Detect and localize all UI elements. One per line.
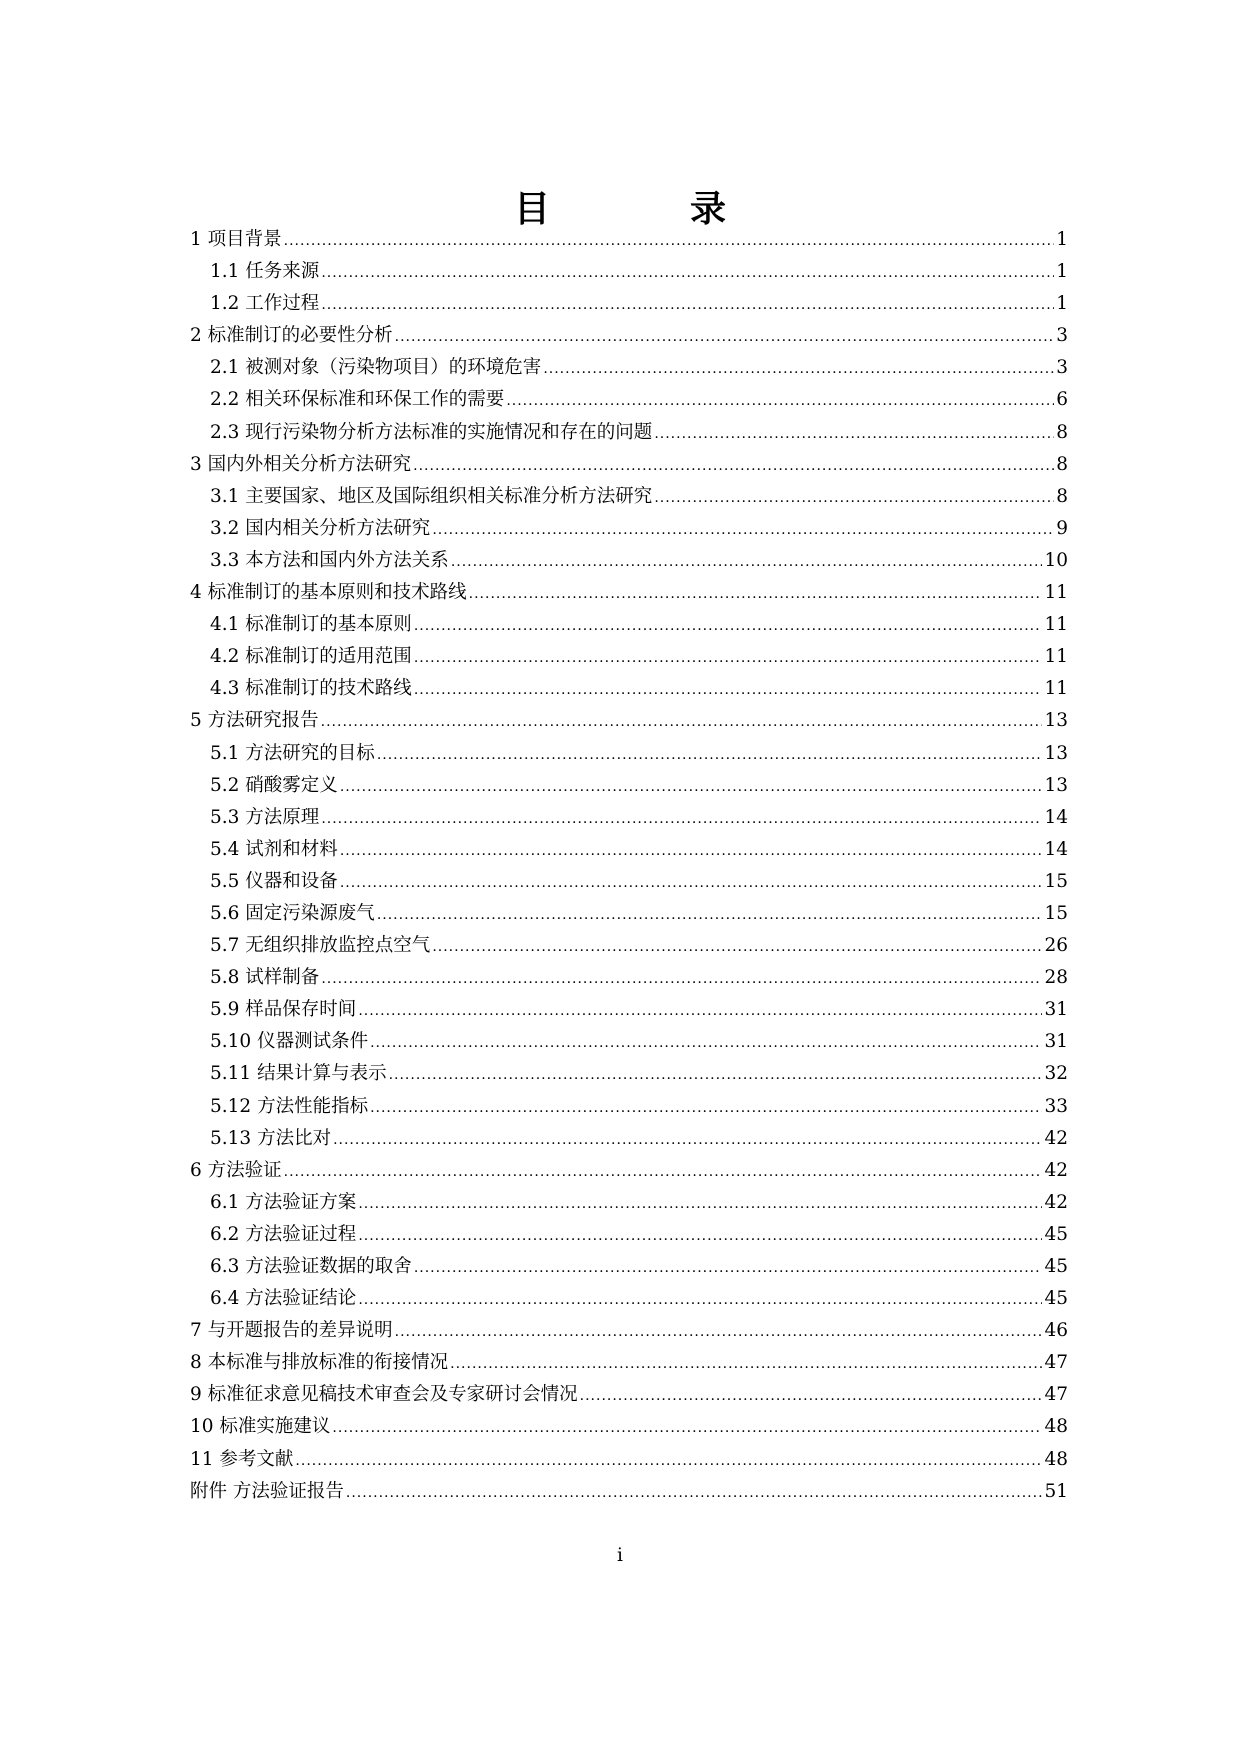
- toc-entry[interactable]: [190, 352, 1068, 384]
- toc-dot-leader: [389, 1059, 1043, 1091]
- toc-entry-page: 42: [1044, 1159, 1068, 1181]
- toc-entry[interactable]: [190, 898, 1068, 930]
- toc-dot-leader: [654, 482, 1054, 514]
- toc-entry-page: 31: [1044, 999, 1068, 1021]
- toc-entry[interactable]: [190, 673, 1068, 705]
- toc-entry-label: 5.10 仪器测试条件: [210, 1031, 369, 1053]
- toc-entry[interactable]: [190, 802, 1068, 834]
- toc-entry-label: 10 标准实施建议: [190, 1416, 331, 1438]
- toc-entry-page: 15: [1044, 870, 1068, 892]
- toc-entry-label: 3.2 国内相关分析方法研究: [210, 517, 431, 539]
- toc-entry-label: 5.13 方法比对: [210, 1127, 332, 1149]
- toc-entry-label: 4 标准制订的基本原则和技术路线: [190, 582, 467, 604]
- toc-entry-page: 9: [1056, 517, 1068, 539]
- toc-entry-page: 10: [1044, 549, 1068, 571]
- toc-entry-label: 3.3 本方法和国内外方法关系: [210, 549, 449, 571]
- toc-entry-page: 42: [1044, 1191, 1068, 1213]
- toc-entry[interactable]: [190, 1026, 1068, 1058]
- toc-entry-page: 8: [1056, 453, 1068, 475]
- toc-entry-page: 1: [1056, 261, 1068, 283]
- toc-entry-page: 14: [1044, 838, 1068, 860]
- toc-entry-page: 51: [1044, 1480, 1068, 1502]
- toc-entry[interactable]: [190, 513, 1068, 545]
- toc-entry-page: 45: [1044, 1288, 1068, 1310]
- toc-entry[interactable]: [190, 962, 1068, 994]
- toc-entry-page: 48: [1044, 1448, 1068, 1470]
- toc-entry-label: 4.1 标准制订的基本原则: [210, 614, 412, 636]
- toc-entry-label: 5.1 方法研究的目标: [210, 742, 375, 764]
- toc-entry[interactable]: [190, 1315, 1068, 1347]
- toc-entry-page: 47: [1044, 1352, 1068, 1374]
- toc-dot-leader: [414, 1252, 1043, 1284]
- toc-entry-label: 2.3 现行污染物分析方法标准的实施情况和存在的问题: [210, 421, 653, 443]
- toc-entry-page: 8: [1056, 485, 1068, 507]
- toc-entry-label: 6.1 方法验证方案: [210, 1191, 357, 1213]
- toc-entry[interactable]: [190, 1379, 1068, 1411]
- toc-entry[interactable]: [190, 1187, 1068, 1219]
- toc-dot-leader: [370, 1027, 1042, 1059]
- toc-entry[interactable]: [190, 1123, 1068, 1155]
- toc-entry-page: 46: [1044, 1320, 1068, 1342]
- table-of-contents: [190, 224, 1068, 1508]
- toc-entry-page: 45: [1044, 1223, 1068, 1245]
- toc-entry-label: 4.3 标准制订的技术路线: [210, 678, 412, 700]
- toc-entry-label: 2 标准制订的必要性分析: [190, 325, 393, 347]
- toc-entry-label: 1 项目背景: [190, 229, 282, 250]
- toc-dot-leader: [321, 257, 1054, 289]
- toc-entry-page: 13: [1044, 710, 1068, 732]
- toc-entry-label: 5.9 样品保存时间: [210, 999, 357, 1021]
- toc-dot-leader: [340, 867, 1043, 899]
- toc-dot-leader: [580, 1380, 1043, 1412]
- toc-entry-page: 14: [1044, 806, 1068, 828]
- toc-entry[interactable]: [190, 641, 1068, 673]
- toc-entry-label: 4.2 标准制订的适用范围: [210, 646, 412, 668]
- toc-entry[interactable]: [190, 705, 1068, 737]
- toc-entry[interactable]: [190, 1251, 1068, 1283]
- toc-dot-leader: [321, 963, 1042, 995]
- toc-entry-label: 6.2 方法验证过程: [210, 1223, 357, 1245]
- toc-entry[interactable]: [190, 288, 1068, 320]
- toc-entry[interactable]: [190, 577, 1068, 609]
- toc-entry[interactable]: [190, 481, 1068, 513]
- toc-entry-label: 5.4 试剂和材料: [210, 838, 338, 860]
- toc-entry[interactable]: [190, 1476, 1068, 1508]
- toc-dot-leader: [358, 1284, 1042, 1316]
- toc-dot-leader: [340, 771, 1043, 803]
- toc-dot-leader: [333, 1124, 1042, 1156]
- toc-entry-label: 7 与开题报告的差异说明: [190, 1320, 393, 1342]
- toc-entry[interactable]: [190, 1347, 1068, 1379]
- toc-entry[interactable]: [190, 738, 1068, 770]
- toc-entry-page: 13: [1044, 742, 1068, 764]
- toc-entry-page: 3: [1056, 357, 1068, 379]
- toc-entry-label: 5.8 试样制备: [210, 967, 320, 989]
- toc-entry-label: 5.3 方法原理: [210, 806, 320, 828]
- toc-dot-leader: [332, 1412, 1042, 1444]
- toc-entry-page: 1: [1056, 229, 1068, 250]
- toc-dot-leader: [377, 739, 1043, 771]
- toc-dot-leader: [284, 1156, 1043, 1188]
- toc-entry-label: 6.3 方法验证数据的取舍: [210, 1256, 412, 1277]
- toc-entry-label: 6 方法验证: [190, 1159, 282, 1181]
- toc-dot-leader: [432, 931, 1042, 963]
- toc-entry[interactable]: [190, 384, 1068, 416]
- toc-dot-leader: [321, 803, 1042, 835]
- toc-entry[interactable]: [190, 834, 1068, 866]
- toc-entry-label: 5.7 无组织排放监控点空气: [210, 935, 431, 957]
- toc-entry[interactable]: [190, 1444, 1068, 1476]
- toc-entry[interactable]: [190, 930, 1068, 962]
- toc-entry[interactable]: [190, 449, 1068, 481]
- toc-dot-leader: [346, 1477, 1043, 1509]
- toc-entry-page: 11: [1044, 678, 1068, 700]
- toc-entry-label: 1.1 任务来源: [210, 261, 320, 283]
- toc-entry[interactable]: [190, 1058, 1068, 1090]
- toc-entry-page: 8: [1056, 421, 1068, 443]
- toc-entry[interactable]: [190, 866, 1068, 898]
- toc-entry-page: 32: [1044, 1063, 1068, 1085]
- toc-entry[interactable]: [190, 417, 1068, 449]
- toc-entry-page: 13: [1044, 774, 1068, 796]
- toc-entry-page: 26: [1044, 935, 1068, 957]
- toc-entry[interactable]: [190, 1283, 1068, 1315]
- toc-dot-leader: [321, 706, 1043, 738]
- toc-entry-label: 5.5 仪器和设备: [210, 870, 338, 892]
- toc-entry-label: 1.2 工作过程: [210, 293, 320, 315]
- toc-dot-leader: [414, 674, 1043, 706]
- toc-entry-label: 5.11 结果计算与表示: [210, 1063, 387, 1085]
- toc-entry-label: 5.2 硝酸雾定义: [210, 774, 338, 796]
- toc-entry[interactable]: [190, 320, 1068, 352]
- toc-dot-leader: [358, 995, 1042, 1027]
- toc-dot-leader: [543, 353, 1054, 385]
- toc-dot-leader: [414, 642, 1043, 674]
- toc-entry-label: 8 本标准与排放标准的衔接情况: [190, 1352, 449, 1374]
- toc-entry-page: 6: [1056, 389, 1068, 411]
- toc-dot-leader: [413, 450, 1054, 482]
- toc-entry[interactable]: [190, 256, 1068, 288]
- toc-entry[interactable]: [190, 1091, 1068, 1123]
- toc-dot-leader: [654, 418, 1054, 450]
- toc-dot-leader: [451, 546, 1043, 578]
- toc-entry[interactable]: [190, 545, 1068, 577]
- toc-entry-label: 11 参考文献: [190, 1448, 294, 1470]
- toc-dot-leader: [370, 1092, 1042, 1124]
- page-title: 目 录: [513, 189, 778, 231]
- toc-dot-leader: [358, 1220, 1042, 1252]
- toc-dot-leader: [321, 289, 1054, 321]
- toc-entry-page: 11: [1044, 614, 1068, 636]
- toc-entry-label: 5.12 方法性能指标: [210, 1095, 369, 1117]
- toc-dot-leader: [358, 1188, 1042, 1220]
- toc-dot-leader: [450, 1348, 1042, 1380]
- toc-dot-leader: [469, 578, 1043, 610]
- toc-entry[interactable]: [190, 1411, 1068, 1443]
- toc-entry-page: 15: [1044, 902, 1068, 924]
- toc-entry[interactable]: [190, 770, 1068, 802]
- toc-entry-page: 11: [1044, 646, 1068, 668]
- page-number: i: [617, 1545, 623, 1566]
- toc-dot-leader: [395, 321, 1055, 353]
- toc-entry[interactable]: [190, 1155, 1068, 1187]
- toc-entry-label: 2.2 相关环保标准和环保工作的需要: [210, 389, 505, 411]
- toc-dot-leader: [432, 514, 1054, 546]
- toc-entry-label: 2.1 被测对象（污染物项目）的环境危害: [210, 357, 542, 379]
- toc-entry-label: 5.6 固定污染源废气: [210, 902, 375, 924]
- toc-dot-leader: [340, 835, 1043, 867]
- toc-entry-page: 1: [1056, 293, 1068, 315]
- toc-entry[interactable]: [190, 994, 1068, 1026]
- toc-entry-page: 11: [1044, 582, 1068, 604]
- toc-entry-page: 42: [1044, 1127, 1068, 1149]
- toc-dot-leader: [295, 1445, 1042, 1477]
- toc-entry-label: 5 方法研究报告: [190, 710, 319, 732]
- toc-entry-label: 3.1 主要国家、地区及国际组织相关标准分析方法研究: [210, 485, 653, 507]
- toc-dot-leader: [395, 1316, 1043, 1348]
- toc-entry-page: 3: [1056, 325, 1068, 347]
- toc-entry-page: 31: [1044, 1031, 1068, 1053]
- toc-entry-label: 3 国内外相关分析方法研究: [190, 453, 412, 475]
- toc-entry-label: 6.4 方法验证结论: [210, 1288, 357, 1310]
- toc-entry[interactable]: [190, 224, 1068, 256]
- toc-dot-leader: [284, 225, 1055, 257]
- toc-entry[interactable]: [190, 609, 1068, 641]
- toc-dot-leader: [414, 610, 1043, 642]
- toc-entry[interactable]: [190, 1219, 1068, 1251]
- toc-dot-leader: [506, 385, 1054, 417]
- toc-entry-page: 45: [1044, 1256, 1068, 1277]
- toc-entry-page: 47: [1044, 1384, 1068, 1406]
- toc-entry-page: 48: [1044, 1416, 1068, 1438]
- toc-dot-leader: [377, 899, 1043, 931]
- toc-entry-label: 附件 方法验证报告: [190, 1480, 344, 1502]
- toc-entry-page: 28: [1044, 967, 1068, 989]
- toc-entry-page: 33: [1044, 1095, 1068, 1117]
- toc-entry-label: 9 标准征求意见稿技术审查会及专家研讨会情况: [190, 1384, 578, 1406]
